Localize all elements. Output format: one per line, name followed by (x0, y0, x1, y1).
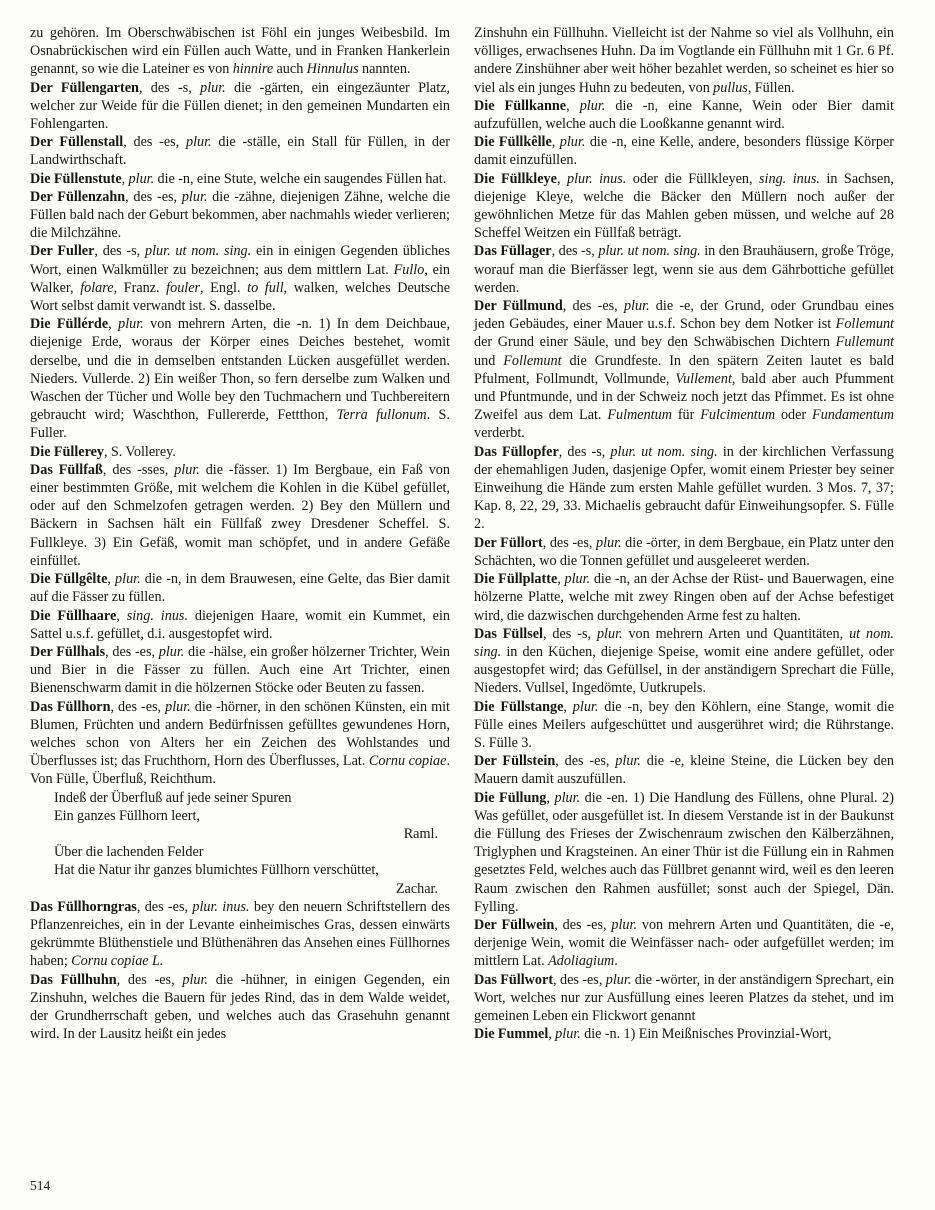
headword: Das Füllwort (474, 971, 554, 988)
italic-text: Follemunt (835, 316, 894, 333)
headword: Die Füllkanne (474, 97, 567, 114)
dictionary-entry (474, 570, 894, 625)
dictionary-entry (30, 170, 450, 188)
body-text: die -en. 1) Die Handlung des Füllens, ohne Plural. 2) Was gefüllet, oder ausgefüllet ist. In diesem Verstande ist in der Baukunst die Füllung des Frieses der Zwischenraum zwischen den Kälberzähnen, Triglyphen und Kragsteinen. An einer Thür ist die Füllung ein in Rahmen gesetztes Feld, welches auch das Füllbret genannt wird, weil es den leeren Raum zwischen den Rahmen ausfüllet; sonst auch der Spiegel, Dän. Fylling. (474, 789, 894, 915)
text-columns (30, 24, 894, 1043)
body-text: Indeß der Überfluß auf jede seiner Spuren (54, 789, 292, 806)
body-text: Raml. (403, 825, 438, 842)
body-text: , des -es, (125, 188, 182, 205)
body-text: die -n, bey den Köhlern, eine Stange, womit die Fülle eines Meilers aufgeschüttet und ausgerühret wird; die Rührstange. S. Fülle 3. (474, 698, 894, 751)
italic-text: plur. (118, 316, 144, 333)
italic-text: Adoliagium (548, 953, 615, 970)
italic-text: folare (80, 279, 114, 296)
headword: Das Füllopfer (474, 443, 559, 460)
dictionary-entry (30, 570, 450, 606)
continuation-paragraph (30, 24, 450, 79)
body-text: , S. Vollerey. (104, 443, 176, 460)
headword: Die Füllgêlte (30, 571, 108, 588)
dictionary-entry (30, 643, 450, 698)
headword: Der Füllwein (474, 916, 555, 933)
body-text: die -e, der Grund, oder Grundbau eines jeden Gebäudes, einer Mauer u.s.f. Schon bey dem Notker ist (474, 298, 894, 333)
dictionary-entry (474, 242, 894, 297)
dictionary-entry (30, 698, 450, 789)
dictionary-entry (30, 133, 450, 169)
italic-text: plur. (564, 571, 591, 588)
body-text: von mehrern Arten, die -n. 1) In dem Deichbaue, diejenige Erde, woraus der Körper eines Deiches bestehet, womit derselbe, und die in demselben entstanden Lücken ausgefüllet werden. Nieders. Vullerde. 2) Ein weißer Thon, so fern derselbe zum Walken und Waschen der Tücher und Wolle bey den Tuchmachern und Tuchbereitern gebraucht wird; Waschthon, Fullererde, Fettthon, (30, 316, 450, 424)
verse-line (30, 861, 450, 879)
body-text: , (556, 170, 567, 187)
body-text: , bald aber auch Pfumment und Pfuntmunde, und in der Schweiz noch jetzt das Pfimmet. Es ist ohne Zweifel aus dem Lat. (474, 370, 895, 424)
dictionary-entry (30, 971, 450, 1044)
body-text: ein in einigen Gegenden übliches Wort, einen Walkmüller zu bezeichnen; aus dem mittlern Lat. (30, 243, 451, 278)
body-text: , des -s, (94, 243, 145, 260)
body-text: die -n, in dem Brauwesen, eine Gelte, das Bier damit auf die Fässer zu füllen. (30, 571, 450, 606)
page-number: 514 (30, 1178, 51, 1193)
body-text: die -zähne, diejenigen Zähne, welche die Füllen bald nach der Geburt bekommen, aber nachmahls wieder verlieren; die Milchzähne. (30, 188, 451, 242)
left-column (30, 24, 450, 1043)
italic-text: plur. (572, 698, 599, 715)
body-text: die -örter, in dem Bergbaue, ein Platz unter den Schächten, wo die Tonnen gefüllet und ausgeleeret werden. (474, 534, 894, 569)
body-text: , des -s, (138, 79, 201, 96)
body-text: diejenigen Haare, womit ein Kummet, ein Sattel u.s.f. gefüllet, d.i. ausgestopfet wird. (30, 607, 451, 642)
italic-text: plur. (158, 643, 185, 660)
body-text: bey den neuern Schriftstellern des Pflanzenreiches, ein in der Levante einheimisches Gras, dessen einwärts gekrümmte Blüthenstiele und Blüthenähren das Ansehen eines Füllhornes haben; (30, 898, 451, 970)
italic-text: plur. inus. (566, 170, 627, 187)
body-text: Hat die Natur ihr ganzes blumichtes Füllhorn verschüttet, (54, 862, 379, 879)
italic-text: Cornu copiae L. (71, 953, 164, 970)
dictionary-entry (30, 443, 450, 461)
italic-text: plur. (595, 534, 622, 551)
body-text: , (108, 316, 119, 333)
body-text: der Grund einer Säule, und bey den Schwäbischen Dichtern (474, 334, 836, 351)
body-text: die -hühner, in einigen Gegenden, ein Zinshuhn, welches die Bauern für jedes Rind, das in dem Walde weidet, der Grundherrschaft geben, und welches auch das Grasehuhn genannt wird. In der Lausitz heißt ein jedes (30, 971, 450, 1043)
body-text: , (551, 134, 560, 151)
dictionary-entry (474, 1025, 894, 1043)
italic-text: plur. (605, 971, 632, 988)
body-text: in Sachsen, diejenige Kleye, welche die Bäcker den Müllern noch außer der gewöhnlichen Metze für das Mahlen geben müssen, und welche auf 28 Scheffel Weitzen ein Füllfaß beträgt. (474, 170, 894, 242)
body-text: , des -sses, (102, 461, 175, 478)
body-text: die -n, an der Achse der Rüst- und Bauerwagen, eine hölzerne Platte, welche mit zwey Ringen oben auf der Achse befestiget wird, die dazwischen durchgehenden Arme fest zu halten. (474, 571, 894, 624)
body-text: , des -es, (542, 534, 596, 551)
dictionary-entry (30, 461, 450, 570)
body-text: , des -es, (116, 971, 183, 988)
italic-text: plur. (182, 971, 208, 988)
continuation-paragraph (474, 24, 894, 97)
body-text: , (116, 607, 127, 624)
italic-text: plur. (181, 188, 208, 205)
headword: Die Fummel (474, 1026, 549, 1043)
dictionary-entry (474, 752, 894, 788)
italic-text: plur. ut nom. sing. (145, 243, 252, 260)
italic-text: plur. (579, 97, 606, 114)
body-text: , des -es, (553, 971, 606, 988)
body-text: oder (775, 407, 813, 424)
italic-text: plur. (115, 571, 141, 588)
italic-text: to full (247, 279, 284, 296)
italic-text: plur. (165, 698, 191, 715)
italic-text: plur. (200, 79, 226, 96)
italic-text: sing. inus. (126, 607, 188, 624)
italic-text: plur. (615, 753, 641, 770)
body-text: die -n, eine Kelle, andere, besonders flüssige Körper damit einzufüllen. (474, 134, 894, 169)
body-text: , des -s, (558, 443, 611, 460)
body-text: die -hörner, in den schönen Künsten, ein mit Blumen, Früchten und andern Bedürfnissen gefülltes gewundenes Horn, welches schon von Alters her ein Zeichen des Wohlstandes und Überflusses ist; das Fruchthorn, Horn des Überflusses, Lat. (30, 698, 450, 770)
italic-text: plur. (185, 134, 212, 151)
body-text: die -n, eine Stute, welche ein saugendes Füllen hat. (154, 170, 447, 187)
dictionary-entry (474, 133, 894, 169)
italic-text: Fundamentum (812, 407, 894, 424)
headword: Der Füllengarten (30, 79, 139, 96)
italic-text: Fullemunt (835, 334, 894, 351)
headword: Der Füllort (474, 534, 543, 551)
body-text: , des -es, (555, 753, 616, 770)
dictionary-entry (30, 188, 450, 243)
body-text: , des -s, (542, 625, 597, 642)
italic-text: plur. ut nom. sing. (598, 243, 701, 260)
headword: Das Füllager (474, 243, 552, 260)
right-column (474, 24, 894, 1043)
italic-text: plur. (555, 1026, 581, 1043)
body-text: Zinshuhn ein Füllhuhn. Vielleicht ist der Nahme so viel als Vollhuhn, ein völliges, erwachsenes Huhn. Da im Vogtlande ein Füllhuhn mit 1 Gr. 6 Pf. andere Zinshühner aber weit höher bezahlet werden, so scheinet es hier so viel als ein junges Huhn zu bedeuten, von (474, 25, 894, 96)
italic-text: hinnire (232, 61, 274, 78)
body-text: die -fässer. 1) Im Bergbaue, ein Faß von einer bestimmten Größe, mit welchem die Kohlen in die Kübel gefüllet, oder auf den Schmelzofen getragen werden. 2) Bey den Müllern und Bäckern in Sachsen hält ein Füllfaß zwey Dresdener Scheffel. S. Fullkleye. 3) Ein Gefäß, womit man schöpfet, und in andere Gefäße einfüllet. (30, 461, 450, 569)
headword: Die Füllplatte (474, 571, 558, 588)
body-text: die -e, kleine Steine, die Lücken bey den Mauern damit auszufüllen. (474, 753, 894, 788)
headword: Die Füllstange (474, 698, 564, 715)
headword: Der Füllstein (474, 753, 556, 770)
body-text: von mehrern Arten und Quantitäten, die -e, derjenige Wein, womit die Weinfässer nach- oder aufgefüllet werden; im mittlern Lat. (474, 916, 894, 970)
dictionary-entry (474, 297, 894, 443)
body-text: von mehrern Arten und Quantitäten, (622, 625, 850, 642)
italic-text: Follemunt (503, 352, 562, 369)
body-text: auch (273, 61, 307, 78)
body-text: , ein Walker, (30, 261, 450, 296)
body-text: , (107, 571, 116, 588)
body-text: , walken, welches Deutsche Wort selbst damit verwandt ist. S. dasselbe. (30, 279, 450, 315)
body-text: Über die lachenden Felder (54, 844, 204, 861)
body-text: die Grundfeste. In den spätern Zeiten lautet es bald Pfulment, Follmundt, Vollmunde, (474, 352, 894, 387)
headword: Die Füllung (474, 789, 547, 806)
body-text: die -n, eine Kanne, Wein oder Bier damit aufzufüllen, welche auch die Looßkanne genannt wird. (474, 97, 895, 133)
verse-line (30, 843, 450, 861)
body-text: , (557, 571, 565, 588)
italic-text: Fulmentum (607, 407, 672, 424)
italic-text: plur. (554, 789, 581, 806)
headword: Das Füllfaß (30, 461, 103, 478)
dictionary-entry (474, 789, 894, 916)
body-text: in den Brauhäusern, große Tröge, worauf man die Bierfässer legt, wenn sie aus dem Gährbottiche gefüllet werden. (474, 243, 894, 296)
body-text: Ein ganzes Füllhorn leert, (54, 807, 200, 824)
verse-attribution (30, 880, 450, 898)
dictionary-entry (474, 916, 894, 971)
verse-line (30, 789, 450, 807)
headword: Das Füllhorngras (30, 898, 137, 915)
dictionary-entry (30, 79, 450, 134)
headword: Die Füllérde (30, 316, 109, 333)
dictionary-entry (474, 97, 894, 133)
body-text: , des -es, (136, 898, 193, 915)
dictionary-entry (30, 607, 450, 643)
body-text: , (563, 698, 573, 715)
body-text: . (614, 953, 618, 970)
italic-text: Fulcimentum (700, 407, 776, 424)
dictionary-entry (474, 170, 894, 243)
italic-text: plur. (559, 134, 586, 151)
dictionary-entry (30, 315, 450, 442)
body-text: die -ställe, ein Stall für Füllen, in der Landwirthschaft. (30, 134, 450, 169)
italic-text: Hinnulus (306, 61, 359, 78)
dictionary-entry (474, 625, 894, 698)
headword: Der Füllenstall (30, 134, 124, 151)
verse-line (30, 807, 450, 825)
italic-text: plur. (174, 461, 200, 478)
italic-text: pullus (713, 79, 748, 96)
italic-text: plur. (596, 625, 623, 642)
headword: Der Füllmund (474, 298, 563, 315)
body-text: , Füllen. (747, 79, 795, 96)
italic-text: Vullement (675, 370, 732, 387)
body-text: , des -es, (110, 698, 166, 715)
body-text: die -hälse, ein großer hölzerner Trichter, Wein und Bier in die Fässer zu füllen. Auch eine Art Trichter, einen Bienenschwarm damit in die hölzernen Stöcke oder Beuten zu fassen. (30, 643, 450, 697)
italic-text: plur. (623, 298, 650, 315)
italic-text: Terra fullonum (336, 407, 427, 424)
italic-text: plur. inus. (192, 898, 250, 915)
body-text: , des -s, (551, 243, 599, 260)
body-text: , (546, 789, 555, 806)
italic-text: Cornu copiae (368, 753, 447, 770)
body-text: oder die Füllkleyen, (626, 170, 760, 187)
body-text: Zachar. (395, 880, 438, 897)
body-text: die -gärten, ein eingezäunter Platz, welcher zur Weide für die Füllen dienet; in den gemeinen Mundarten ein Fohlengarten. (30, 79, 450, 133)
headword: Die Füllhaare (30, 607, 117, 624)
body-text: für (671, 407, 701, 424)
verse-attribution (30, 825, 450, 843)
headword: Das Füllhuhn (30, 971, 117, 988)
headword: Das Füllsel (474, 625, 543, 642)
body-text: die -n. 1) Ein Meißnisches Provinzial-Wort, (580, 1026, 832, 1043)
italic-text: sing. inus. (759, 170, 820, 187)
body-text: verderbt. (474, 425, 525, 442)
italic-text: plur. (128, 170, 155, 187)
body-text: in den Küchen, diejenige Speise, womit eine andere gefüllet, oder ausgestopfet wird; das Gefüllsel, in der anständigern Sprechart die Fülle, Nieders. Vullsel, Ingedömte, Uutkrupels. (474, 643, 894, 697)
body-text: . S. Fuller. (30, 407, 450, 442)
body-text: , Franz. (113, 279, 167, 296)
body-text: , des -es, (554, 916, 612, 933)
body-text: in der kirchlichen Verfassung der ehemahligen Juden, dasjenige Opfer, womit einem Priester bey seiner Einweihung die Hände zum ersten Mahle gefüllet wurden. 3 Mos. 7, 37; Kap. 8, 22, 29, 33. Michaelis gebraucht dafür Einweihungsopfer. S. Fülle 2. (474, 443, 894, 533)
dictionary-entry (474, 698, 894, 753)
italic-text: plur. (611, 916, 638, 933)
body-text: die -wörter, in der anständigern Sprechart, ein Wort, welches nur zur Ausfüllung eines leeren Platzes da stehet, und im gemeinen Leben ein Flickwort genannt (474, 971, 894, 1024)
body-text: , (566, 97, 580, 114)
body-text: , (121, 170, 129, 187)
body-text: , des -es, (123, 134, 186, 151)
headword: Der Füllenzahn (30, 188, 126, 205)
headword: Die Füllkleye (474, 170, 557, 187)
headword: Der Fuller (30, 243, 95, 260)
body-text: , Engl. (200, 279, 248, 296)
body-text: , des -es, (105, 643, 159, 660)
italic-text: fouler (166, 279, 201, 296)
headword: Das Füllhorn (30, 698, 111, 715)
dictionary-entry (30, 242, 450, 315)
dictionary-entry (474, 534, 894, 570)
body-text: und (474, 352, 504, 369)
body-text: nannten. (358, 61, 411, 78)
dictionary-entry (474, 971, 894, 1026)
body-text: zu gehören. Im Oberschwäbischen ist Föhl ein junges Weibesbild. Im Osnabrückischen wird ein Füllen auch Watte, und in Franken Hankerlein genannt, so wie die Lateiner es von (30, 25, 450, 78)
dictionary-entry (30, 898, 450, 971)
italic-text: Fullo (393, 261, 425, 278)
italic-text: ut nom. sing. (474, 625, 894, 660)
italic-text: plur. ut nom. sing. (610, 443, 718, 460)
dictionary-entry (474, 443, 894, 534)
headword: Die Füllerey (30, 443, 105, 460)
body-text: , des -es, (562, 298, 624, 315)
headword: Die Füllenstute (30, 170, 122, 187)
body-text: , (548, 1026, 556, 1043)
headword: Die Füllkêlle (474, 134, 552, 151)
body-text: . Von Fülle, Überfluß, Reichthum. (30, 753, 450, 788)
headword: Der Füllhals (30, 643, 106, 660)
